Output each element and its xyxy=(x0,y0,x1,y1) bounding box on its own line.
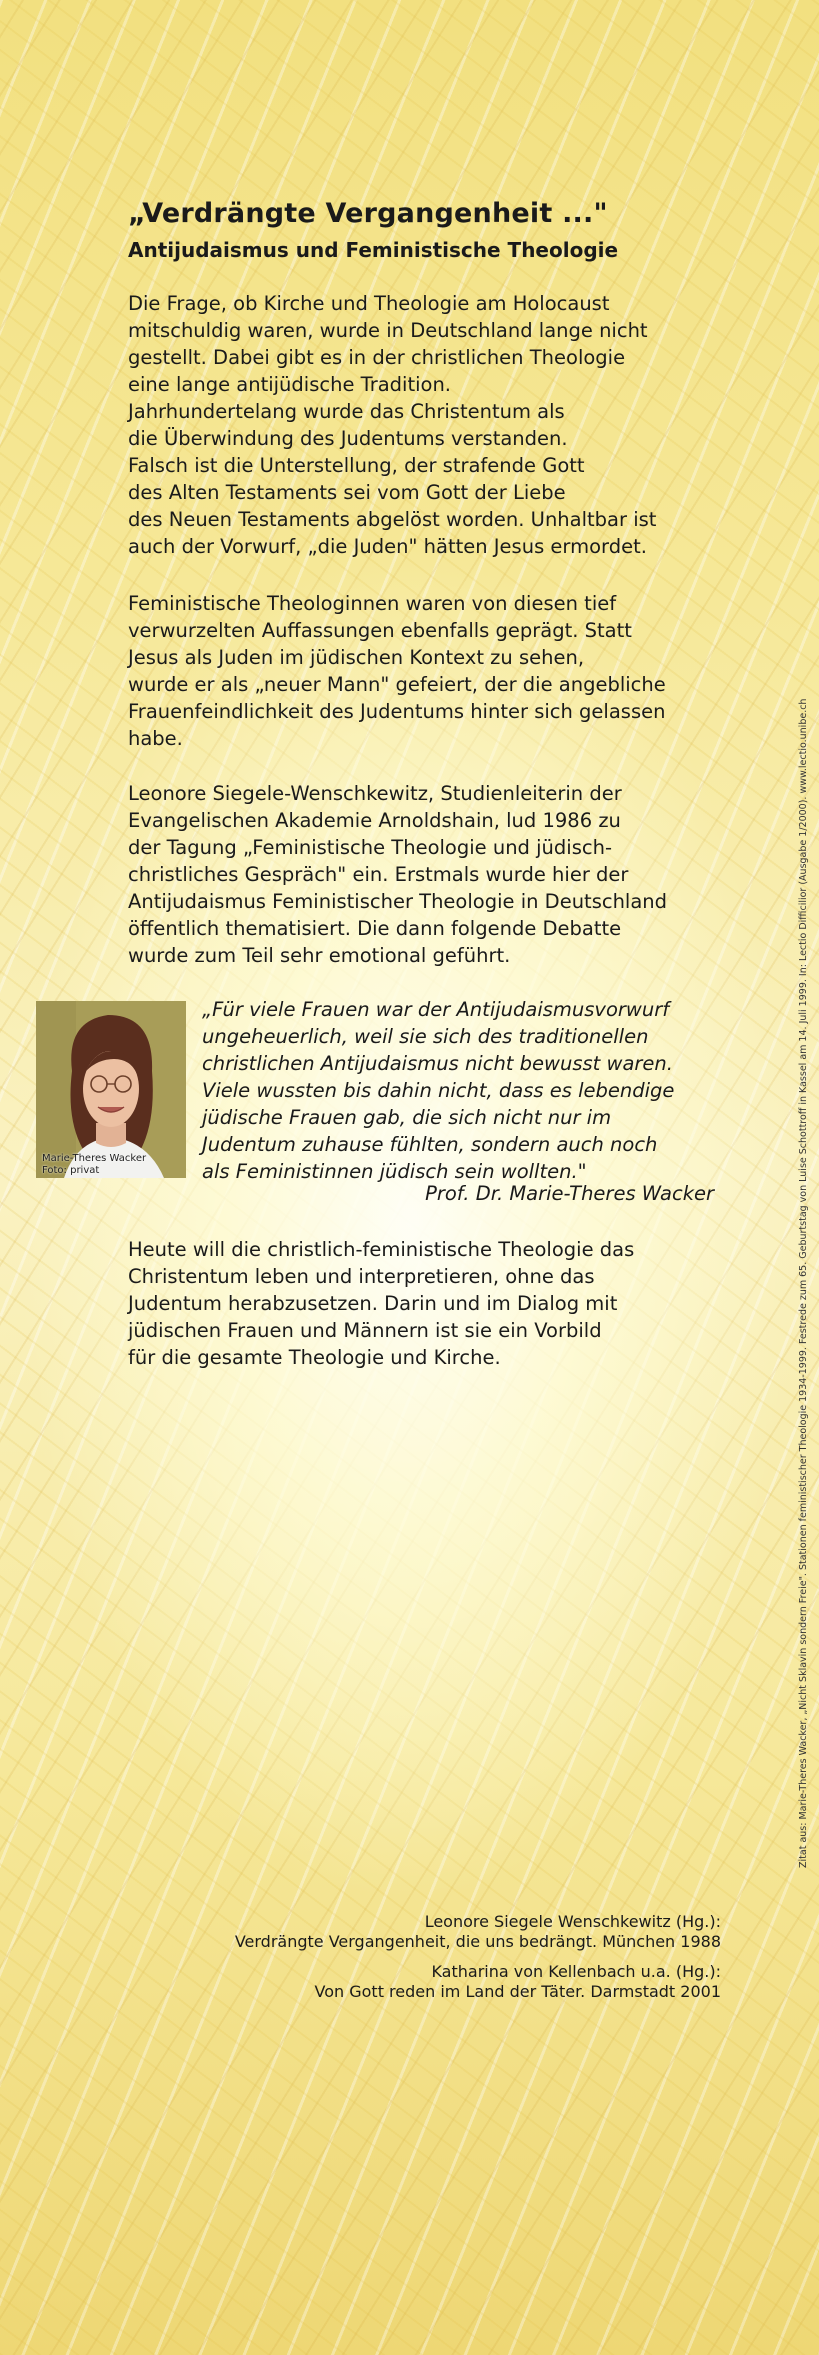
paragraph-intro xyxy=(128,290,718,560)
text-line: Leonore Siegele-Wenschkewitz, Studienleiterin der xyxy=(128,782,622,805)
text-line: eine lange antijüdische Tradition. xyxy=(128,373,452,396)
quote-line: Viele wussten bis dahin nicht, dass es lebendige xyxy=(202,1079,675,1102)
portrait-photo xyxy=(36,1001,186,1178)
text-line: die Überwindung des Judentums verstanden. xyxy=(128,427,568,450)
portrait-illustration xyxy=(36,1001,186,1178)
quote-line: Judentum zuhause fühlten, sondern auch noch xyxy=(202,1133,658,1156)
text-line: wurde er als „neuer Mann" gefeiert, der die angebliche xyxy=(128,673,666,696)
text-line: Die Frage, ob Kirche und Theologie am Holocaust xyxy=(128,292,610,315)
reference-editor: Katharina von Kellenbach u.a. (Hg.): xyxy=(431,1962,721,1981)
reference-item xyxy=(235,1912,721,1952)
text-line: der Tagung „Feministische Theologie und jüdisch- xyxy=(128,836,612,859)
photo-caption-credit: Foto: privat xyxy=(42,1165,100,1176)
reference-title: Von Gott reden im Land der Täter. Darmstadt 2001 xyxy=(314,1982,721,2001)
quote-block xyxy=(202,996,722,1185)
paragraph-feminist-theology xyxy=(128,590,718,752)
page-subtitle: Antijudaismus und Feministische Theologie xyxy=(128,238,619,262)
text-line: Jesus als Juden im jüdischen Kontext zu sehen, xyxy=(128,646,585,669)
text-line: Evangelischen Akademie Arnoldshain, lud 1986 zu xyxy=(128,809,621,832)
text-line: gestellt. Dabei gibt es in der christlichen Theologie xyxy=(128,346,626,369)
quote-line: christlichen Antijudaismus nicht bewusst waren. xyxy=(202,1052,673,1075)
text-line: Jahrhundertelang wurde das Christentum als xyxy=(128,400,565,423)
page-title: „Verdrängte Vergangenheit ..." xyxy=(128,198,608,229)
text-line: des Alten Testaments sei vom Gott der Liebe xyxy=(128,481,566,504)
text-line: christliches Gespräch" ein. Erstmals wurde hier der xyxy=(128,863,629,886)
text-line: verwurzelten Auffassungen ebenfalls geprägt. Statt xyxy=(128,619,632,642)
text-line: Judentum herabzusetzen. Darin und im Dialog mit xyxy=(128,1292,618,1315)
vertical-source-note: Zitat aus: Marie-Theres Wacker, „Nicht Sklavin sondern Freie". Stationen feministischer Theologie 1934-1999. Festrede zum 65. Geburtstag von Luise Schottroff in Kassel am 14. Juli 1999. In: Lectio Difficilior (Ausgabe 1/2000). www.lectio.unibe.ch xyxy=(798,698,809,1868)
quote-line: „Für viele Frauen war der Antijudaismusvorwurf xyxy=(202,998,670,1021)
text-line: des Neuen Testaments abgelöst worden. Unhaltbar ist xyxy=(128,508,657,531)
text-line: auch der Vorwurf, „die Juden" hätten Jesus ermordet. xyxy=(128,535,647,558)
text-line: öffentlich thematisiert. Die dann folgende Debatte xyxy=(128,917,622,940)
quote-line: jüdische Frauen gab, die sich nicht nur im xyxy=(202,1106,612,1129)
text-line: Frauenfeindlichkeit des Judentums hinter sich gelassen xyxy=(128,700,666,723)
text-line: habe. xyxy=(128,727,183,750)
photo-caption-name: Marie-Theres Wacker xyxy=(42,1153,147,1164)
text-line: Antijudaismus Feministischer Theologie in Deutschland xyxy=(128,890,668,913)
reference-item xyxy=(235,1962,721,2002)
references xyxy=(235,1912,721,2012)
photo-caption xyxy=(42,1153,146,1177)
text-line: Feministische Theologinnen waren von diesen tief xyxy=(128,592,617,615)
text-line: wurde zum Teil sehr emotional geführt. xyxy=(128,944,511,967)
paragraph-conference xyxy=(128,780,718,969)
quote-author: Prof. Dr. Marie-Theres Wacker xyxy=(425,1182,714,1205)
text-line: jüdischen Frauen und Männern ist sie ein Vorbild xyxy=(128,1319,602,1342)
text-line: mitschuldig waren, wurde in Deutschland lange nicht xyxy=(128,319,648,342)
paragraph-conclusion xyxy=(128,1236,718,1371)
text-line: Falsch ist die Unterstellung, der strafende Gott xyxy=(128,454,585,477)
reference-editor: Leonore Siegele Wenschkewitz (Hg.): xyxy=(424,1912,721,1931)
text-line: Christentum leben und interpretieren, ohne das xyxy=(128,1265,595,1288)
quote-line: als Feministinnen jüdisch sein wollten." xyxy=(202,1160,587,1183)
quote-line: ungeheuerlich, weil sie sich des traditionellen xyxy=(202,1025,649,1048)
text-line: für die gesamte Theologie und Kirche. xyxy=(128,1346,501,1369)
reference-title: Verdrängte Vergangenheit, die uns bedrängt. München 1988 xyxy=(234,1932,721,1951)
text-line: Heute will die christlich-feministische Theologie das xyxy=(128,1238,635,1261)
